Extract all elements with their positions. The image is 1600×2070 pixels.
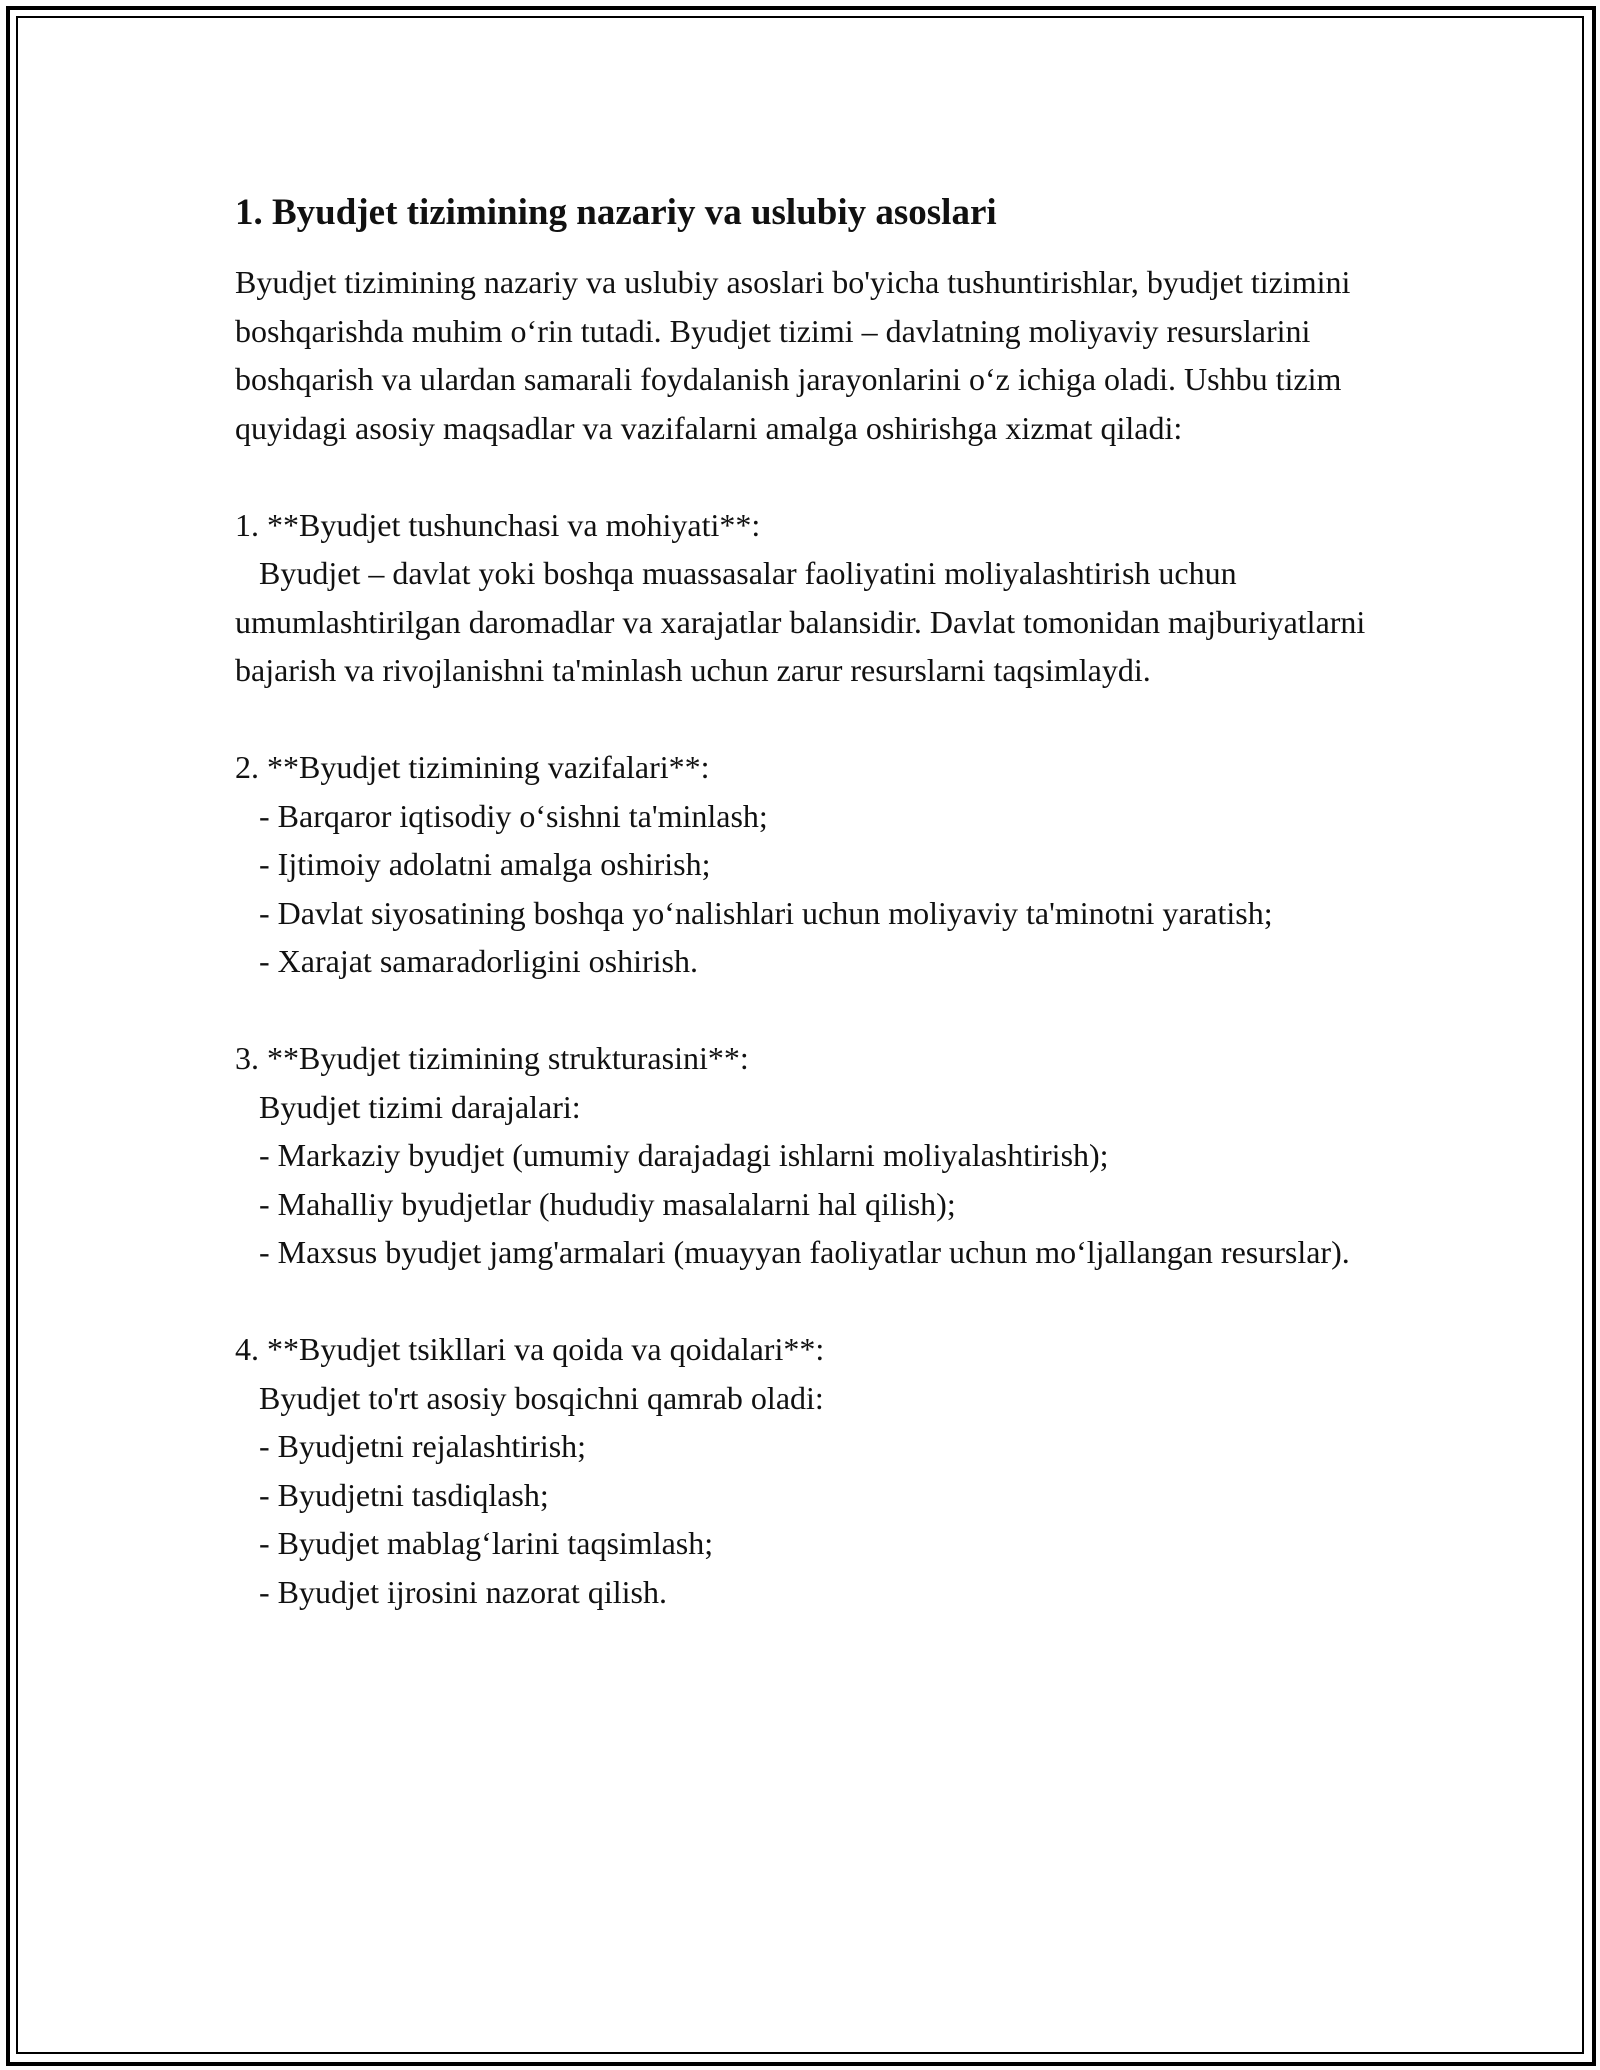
section-4 [235,1325,1385,1616]
section-1 [235,501,1385,695]
section-heading: 4. **Byudjet tsikllari va qoida va qoidalari**: [235,1331,825,1367]
intro-paragraph: Byudjet tizimining nazariy va uslubiy asoslari bo'yicha tushuntirishlar, byudjet tizimini boshqarishda muhim o‘rin tutadi. Byudjet tizimi – davlatning moliyaviy resurslarini boshqarish va ulardan samarali foydalanish jarayonlarini o‘z ichiga oladi. Ushbu tizim quyidagi asosiy maqsadlar va vazifalarni amalga oshirishga xizmat qiladi: [235,264,1359,446]
document-body [235,188,1385,1616]
section-heading: 1. **Byudjet tushunchasi va mohiyati**: [235,506,761,543]
section-heading: 2. **Byudjet tizimining vazifalari**: [235,749,710,785]
document-title: 1. Byudjet tizimining nazariy va uslubiy asoslari [235,192,997,233]
section-body: Byudjet – davlat yoki boshqa muassasalar faoliyatini moliyalashtirish uchun umumlashtirilgan daromadlar va xarajatlar balansidir. Davlat tomonidan majburiyatlarni bajarish va rivojlanishni ta'minlash uchun zarur resurslarni taqsimlaydi. [235,555,1374,688]
section-body: Byudjet to'rt asosiy bosqichni qamrab oladi: - Byudjetni rejalashtirish; - Byudjetni tasdiqlash; - Byudjet mablag‘larini taqsimlash; - Byudjet ijrosini nazorat qilish. [259,1379,824,1610]
section-body: Byudjet tizimi darajalari: - Markaziy byudjet (umumiy darajadagi ishlarni moliyalashtirish); - Mahalliy byudjetlar (hududiy masalalarni hal qilish); - Maxsus byudjet jamg'armalari (muayyan faoliyatlar uchun mo‘ljallangan resurslar). [259,1088,1350,1270]
section-body: - Barqaror iqtisodiy o‘sishni ta'minlash; - Ijtimoiy adolatni amalga oshirish; - Davlat siyosatining boshqa yo‘nalishlari uchun moliyaviy ta'minotni yaratish; - Xarajat samaradorligini oshirish. [259,797,1273,979]
section-2 [235,743,1385,986]
section-heading: 3. **Byudjet tizimining strukturasini**: [235,1040,749,1076]
section-3 [235,1034,1385,1277]
